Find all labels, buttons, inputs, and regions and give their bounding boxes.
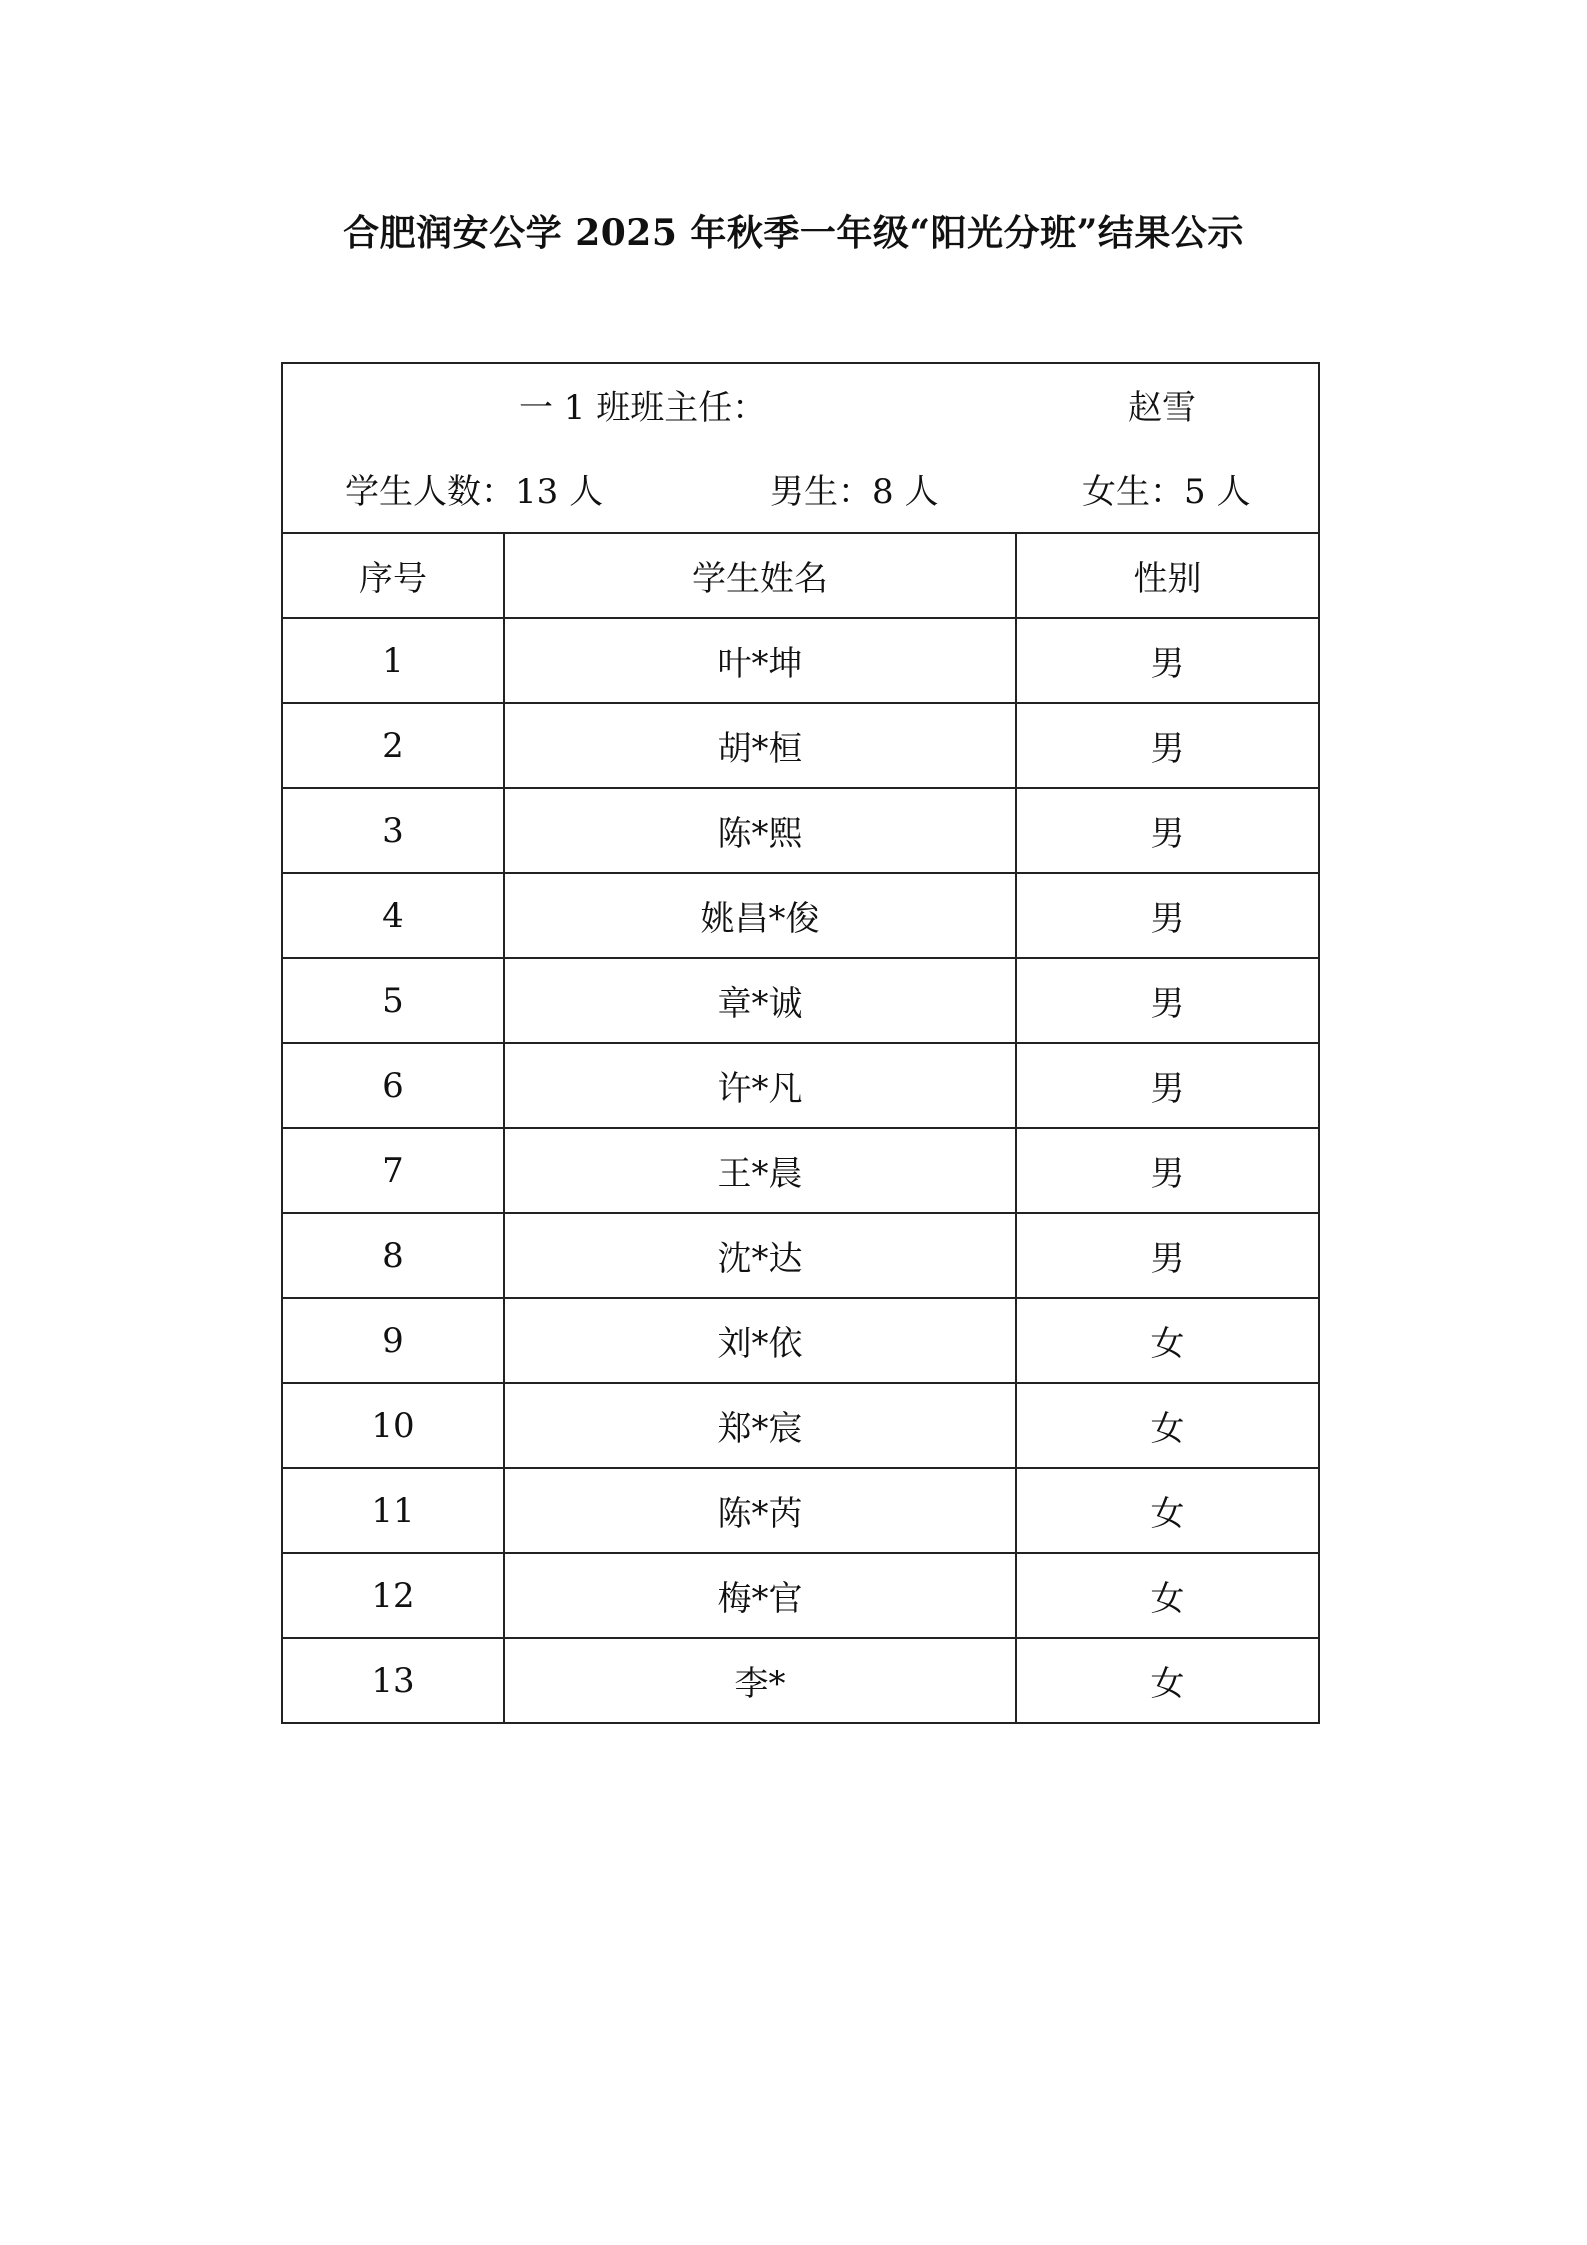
cell-name: 胡*桓	[504, 703, 1016, 788]
cell-gender: 男	[1016, 873, 1319, 958]
cell-gender: 男	[1016, 1043, 1319, 1128]
cell-seq: 11	[282, 1468, 504, 1553]
cell-seq: 4	[282, 873, 504, 958]
cell-gender: 女	[1016, 1383, 1319, 1468]
cell-seq: 1	[282, 618, 504, 703]
cell-seq: 7	[282, 1128, 504, 1213]
cell-seq: 8	[282, 1213, 504, 1298]
table-row	[282, 1638, 1319, 1723]
class-info-cell	[282, 363, 1319, 533]
cell-gender: 女	[1016, 1638, 1319, 1723]
class-roster-table	[281, 362, 1320, 1724]
cell-name: 郑*宸	[504, 1383, 1016, 1468]
cell-seq: 6	[282, 1043, 504, 1128]
table-row	[282, 1553, 1319, 1638]
cell-gender: 男	[1016, 788, 1319, 873]
cell-name: 许*凡	[504, 1043, 1016, 1128]
table-row	[282, 1468, 1319, 1553]
male-count: 男生：8 人	[770, 472, 939, 512]
page-title: 合肥润安公学 2025 年秋季一年级“阳光分班”结果公示	[343, 212, 1244, 254]
teacher-name: 赵雪	[1128, 388, 1196, 428]
cell-name: 王*晨	[504, 1128, 1016, 1213]
cell-seq: 2	[282, 703, 504, 788]
cell-name: 章*诚	[504, 958, 1016, 1043]
table-row	[282, 618, 1319, 703]
table-row	[282, 1298, 1319, 1383]
table-header-row	[282, 533, 1319, 618]
cell-seq: 3	[282, 788, 504, 873]
cell-gender: 男	[1016, 1213, 1319, 1298]
teacher-label: 一 1 班班主任：	[519, 388, 767, 428]
class-info-row	[282, 363, 1319, 533]
header-seq: 序号	[282, 533, 504, 618]
header-name: 学生姓名	[504, 533, 1016, 618]
cell-name: 李*	[504, 1638, 1016, 1723]
cell-seq: 9	[282, 1298, 504, 1383]
cell-seq: 12	[282, 1553, 504, 1638]
cell-gender: 女	[1016, 1553, 1319, 1638]
table-row	[282, 958, 1319, 1043]
header-gender: 性别	[1016, 533, 1319, 618]
cell-name: 陈*芮	[504, 1468, 1016, 1553]
table-row	[282, 1128, 1319, 1213]
cell-name: 姚昌*俊	[504, 873, 1016, 958]
cell-gender: 女	[1016, 1468, 1319, 1553]
table-row	[282, 1383, 1319, 1468]
cell-gender: 男	[1016, 1128, 1319, 1213]
cell-name: 刘*依	[504, 1298, 1016, 1383]
cell-seq: 10	[282, 1383, 504, 1468]
total-students: 学生人数：13 人	[345, 472, 604, 512]
cell-name: 陈*熙	[504, 788, 1016, 873]
cell-name: 梅*官	[504, 1553, 1016, 1638]
cell-name: 叶*坤	[504, 618, 1016, 703]
cell-gender: 男	[1016, 618, 1319, 703]
cell-gender: 男	[1016, 703, 1319, 788]
table-row	[282, 1213, 1319, 1298]
table-row	[282, 873, 1319, 958]
cell-seq: 5	[282, 958, 504, 1043]
table-row	[282, 703, 1319, 788]
cell-name: 沈*达	[504, 1213, 1016, 1298]
cell-gender: 男	[1016, 958, 1319, 1043]
cell-gender: 女	[1016, 1298, 1319, 1383]
table-row	[282, 1043, 1319, 1128]
cell-seq: 13	[282, 1638, 504, 1723]
table-row	[282, 788, 1319, 873]
female-count: 女生：5 人	[1082, 472, 1251, 512]
